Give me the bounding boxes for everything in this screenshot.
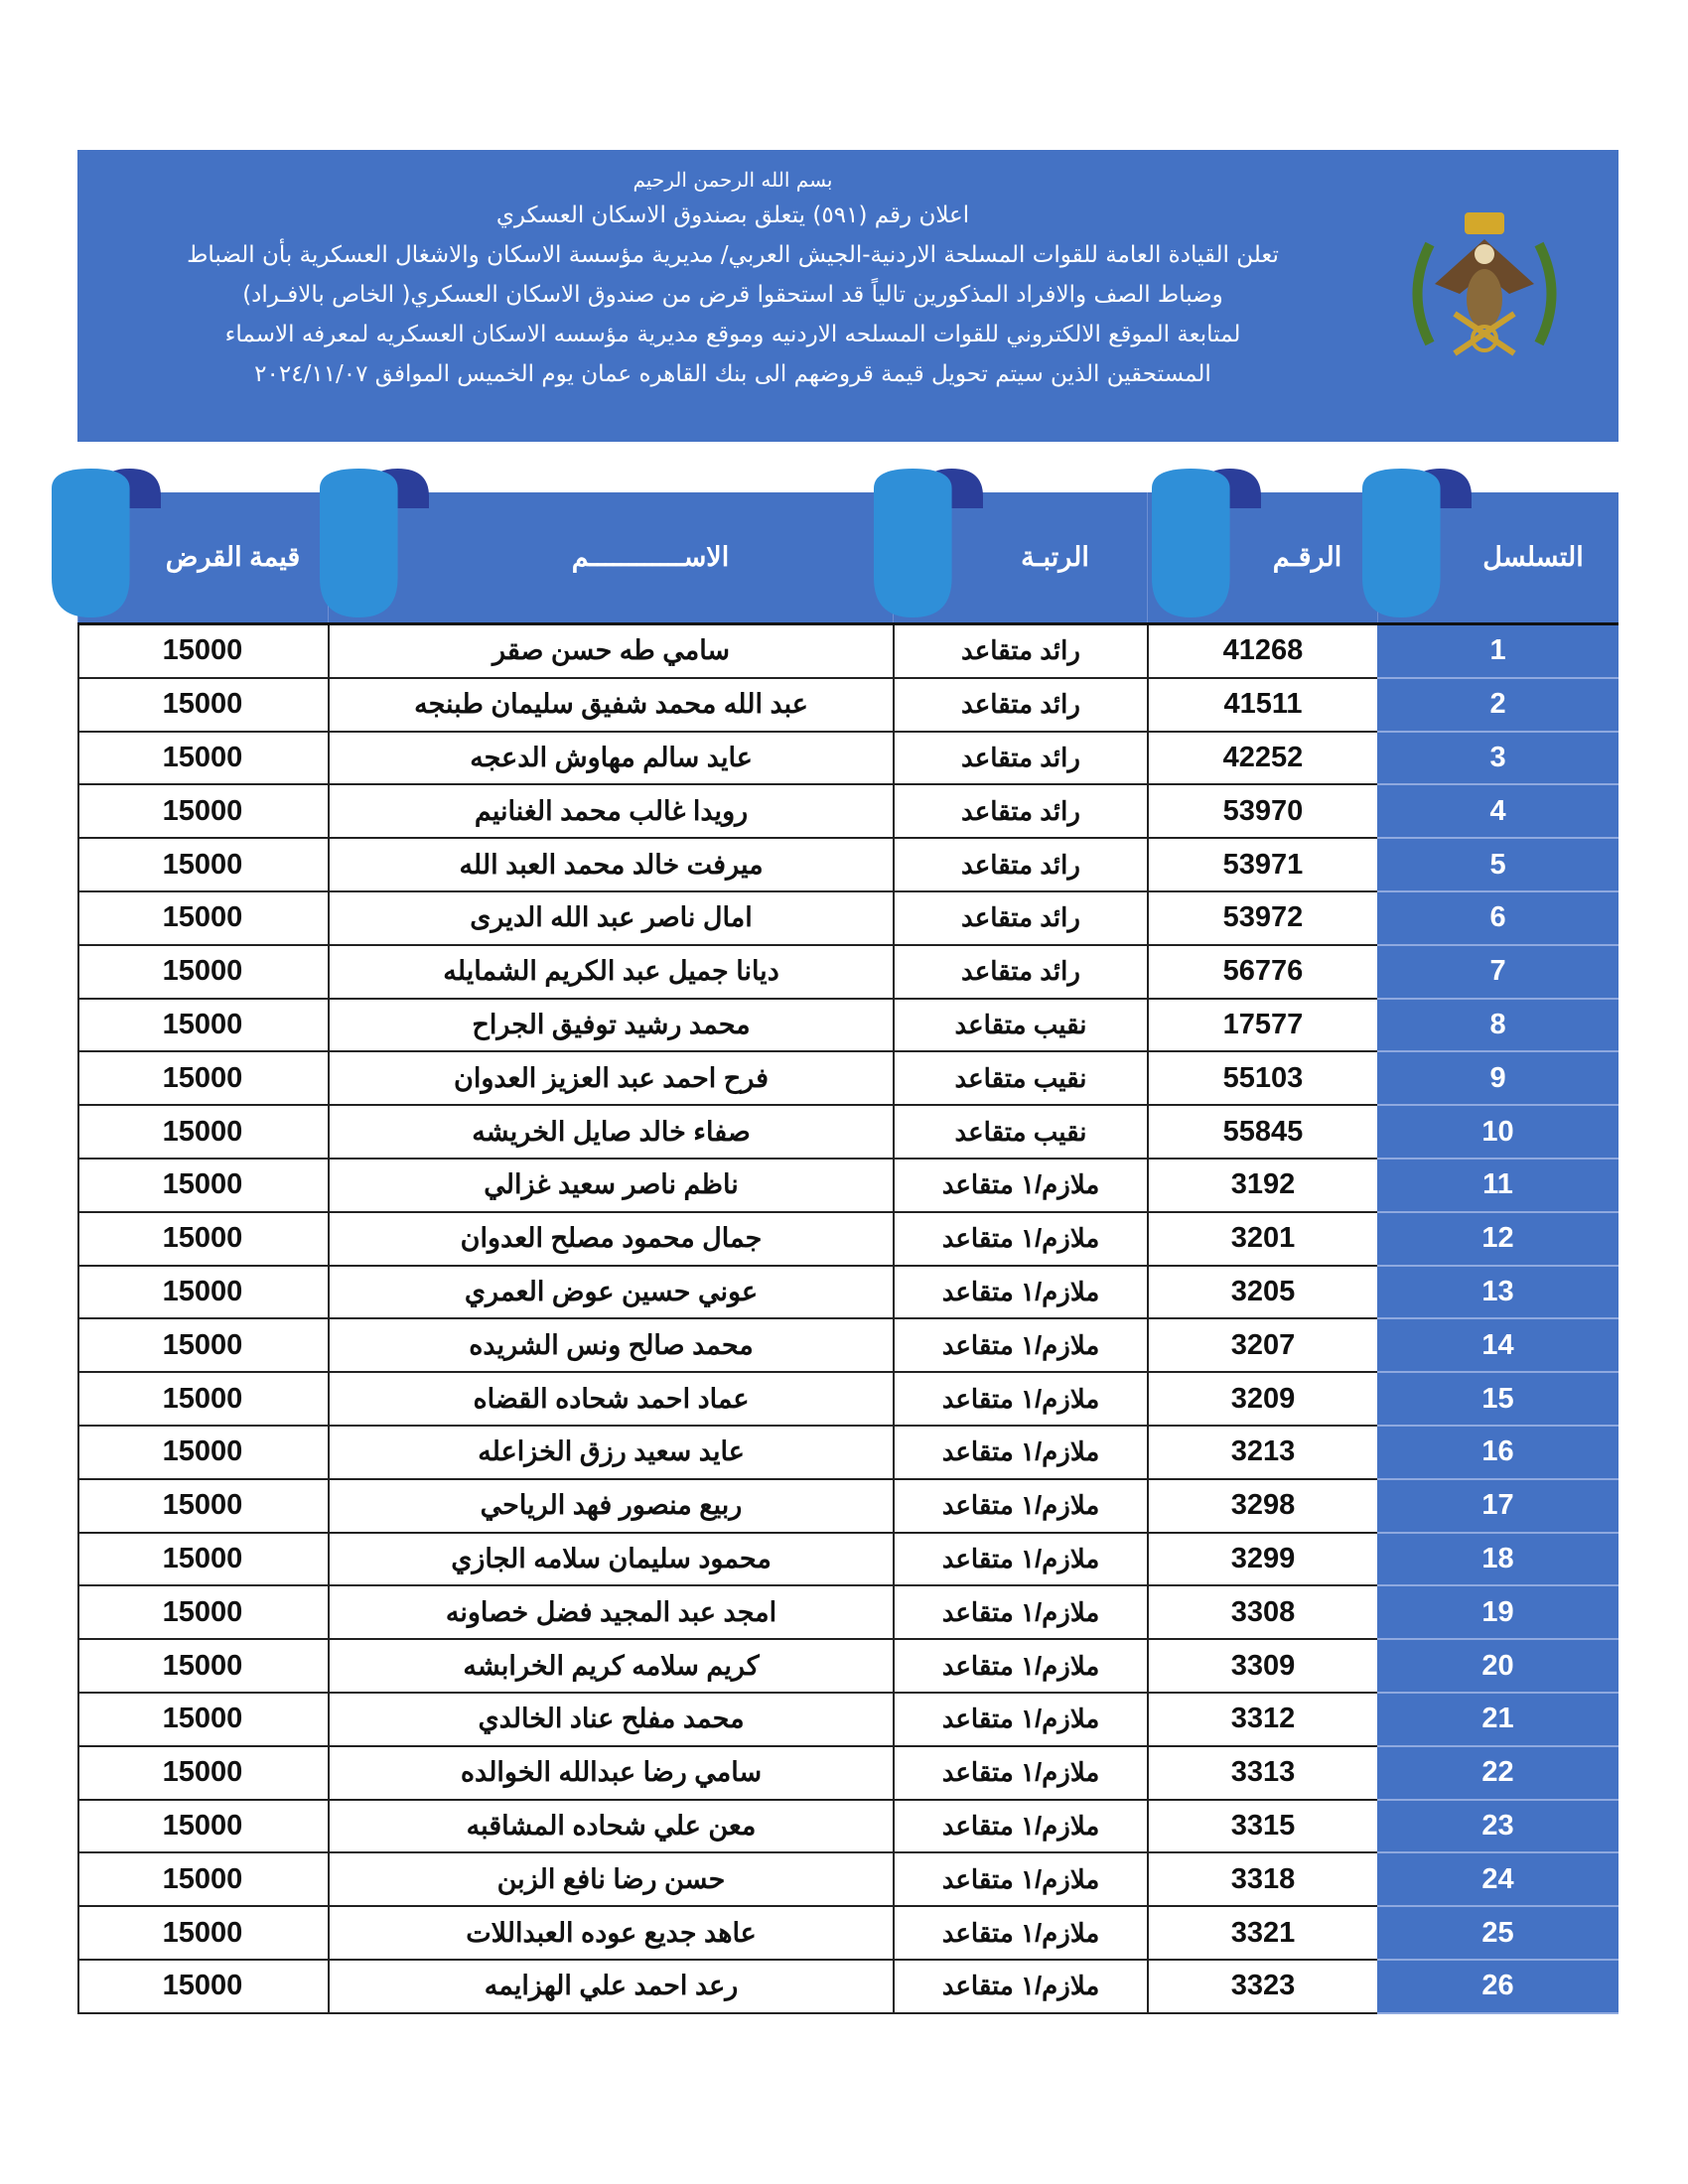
cell-name: محمد رشيد توفيق الجراح — [328, 1000, 893, 1051]
cell-name: محمد صالح ونس الشريده — [328, 1319, 893, 1371]
table-row — [79, 1427, 1618, 1480]
cell-name: جمال محمود مصلح العدوان — [328, 1213, 893, 1265]
cell-rank: ملازم/١ متقاعد — [893, 1267, 1147, 1318]
cell-number: 3213 — [1147, 1427, 1377, 1478]
cell-number: 41268 — [1147, 625, 1377, 677]
cell-name: ميرفت خالد محمد العبد الله — [328, 839, 893, 890]
cell-amount: 15000 — [162, 1115, 243, 1148]
cell-name: عايد سالم مهاوش الدعجه — [328, 733, 893, 784]
cell-amount: 15000 — [162, 1862, 243, 1895]
cell-number: 3313 — [1147, 1747, 1377, 1799]
ribbon-decoration — [1152, 469, 1261, 617]
cell-name: ناظم ناصر سعيد غزالي — [328, 1160, 893, 1211]
table-row — [79, 1160, 1618, 1213]
cell-amount: 15000 — [162, 1703, 243, 1735]
cell-number: 55845 — [1147, 1106, 1377, 1158]
cell-amount: 15000 — [162, 955, 243, 988]
cell-number: 3323 — [1147, 1961, 1377, 2012]
table-row — [79, 1373, 1618, 1427]
table-row — [79, 1640, 1618, 1694]
cell-name: حسن رضا نافع الزبن — [328, 1853, 893, 1905]
table-row — [79, 733, 1618, 786]
cell-serial: 26 — [1377, 1961, 1618, 2014]
cell-serial: 18 — [1377, 1534, 1618, 1587]
cell-serial: 9 — [1377, 1052, 1618, 1106]
cell-amount: 15000 — [162, 1168, 243, 1201]
cell-rank: ملازم/١ متقاعد — [893, 1747, 1147, 1799]
table-row — [79, 839, 1618, 892]
cell-rank: ملازم/١ متقاعد — [893, 1907, 1147, 1959]
cell-serial: 11 — [1377, 1160, 1618, 1213]
cell-rank: ملازم/١ متقاعد — [893, 1160, 1147, 1211]
table-body — [77, 622, 1618, 2014]
cell-amount: 15000 — [162, 1061, 243, 1094]
cell-number: 53972 — [1147, 892, 1377, 944]
cell-name: سامي رضا عبدالله الخوالده — [328, 1747, 893, 1799]
column-label: الاســــــــــــم — [571, 542, 730, 572]
cell-number: 3207 — [1147, 1319, 1377, 1371]
jordan-armed-forces-emblem-icon — [1400, 205, 1569, 373]
cell-serial: 24 — [1377, 1853, 1618, 1907]
cell-number: 3205 — [1147, 1267, 1377, 1318]
table-row — [79, 1213, 1618, 1267]
cell-name: رعد احمد علي الهزايمه — [328, 1961, 893, 2012]
cell-number: 53971 — [1147, 839, 1377, 890]
table-row — [79, 625, 1618, 679]
cell-serial: 23 — [1377, 1801, 1618, 1854]
cell-amount: 15000 — [162, 1328, 243, 1361]
cell-amount: 15000 — [162, 1970, 243, 2002]
cell-amount: 15000 — [162, 1008, 243, 1040]
cell-number: 3299 — [1147, 1534, 1377, 1585]
cell-serial: 14 — [1377, 1319, 1618, 1373]
table-row — [79, 892, 1618, 946]
table-row — [79, 1106, 1618, 1160]
cell-name: كريم سلامه كريم الخرابشه — [328, 1640, 893, 1692]
announcement-title: اعلان رقم (٥٩١) يتعلق بصندوق الاسكان العسكري — [495, 203, 970, 228]
cell-number: 3315 — [1147, 1801, 1377, 1852]
table-row — [79, 1052, 1618, 1106]
cell-serial: 3 — [1377, 733, 1618, 786]
cell-rank: رائد متقاعد — [893, 892, 1147, 944]
cell-number: 53970 — [1147, 785, 1377, 837]
table-row — [79, 1747, 1618, 1801]
announcement-line: تعلن القيادة العامة للقوات المسلحة الاردنية-الجيش العربي/ مديرية مؤسسة الاسكان والاشغال العسكرية بأن الضباط — [187, 242, 1279, 268]
table-row — [79, 946, 1618, 1000]
cell-amount: 15000 — [162, 1542, 243, 1574]
cell-rank: نقيب متقاعد — [893, 1052, 1147, 1104]
cell-number: 3309 — [1147, 1640, 1377, 1692]
cell-name: صفاء خالد صايل الخريشه — [328, 1106, 893, 1158]
cell-serial: 16 — [1377, 1427, 1618, 1480]
cell-rank: نقيب متقاعد — [893, 1106, 1147, 1158]
cell-name: امجد عبد المجيد فضل خصاونه — [328, 1586, 893, 1638]
cell-name: عوني حسين عوض العمري — [328, 1267, 893, 1318]
cell-amount: 15000 — [162, 901, 243, 934]
column-label: قيمة القرض — [165, 542, 301, 572]
cell-rank: ملازم/١ متقاعد — [893, 1213, 1147, 1265]
announcement-line: المستحقين الذين سيتم تحويل قيمة قروضهم الى بنك القاهره عمان يوم الخميس الموافق ٢٠٢٤/١١/٠٧ — [254, 361, 1211, 387]
cell-name: فرح احمد عبد العزيز العدوان — [328, 1052, 893, 1104]
cell-name: عايد سعيد رزق الخزاعله — [328, 1427, 893, 1478]
cell-name: ديانا جميل عبد الكريم الشمايله — [328, 946, 893, 998]
cell-number: 3209 — [1147, 1373, 1377, 1425]
cell-serial: 20 — [1377, 1640, 1618, 1694]
cell-name: عاهد جديع عوده العبداللات — [328, 1907, 893, 1959]
ribbon-decoration — [52, 469, 161, 617]
cell-name: معن علي شحاده المشاقبه — [328, 1801, 893, 1852]
cell-amount: 15000 — [162, 1275, 243, 1307]
cell-serial: 7 — [1377, 946, 1618, 1000]
cell-name: محمد مفلح عناد الخالدي — [328, 1694, 893, 1745]
cell-number: 3192 — [1147, 1160, 1377, 1211]
cell-rank: رائد متقاعد — [893, 785, 1147, 837]
cell-amount: 15000 — [162, 848, 243, 881]
cell-amount: 15000 — [162, 1222, 243, 1255]
cell-rank: ملازم/١ متقاعد — [893, 1373, 1147, 1425]
cell-amount: 15000 — [162, 1649, 243, 1682]
ribbon-decoration — [1362, 469, 1472, 617]
table-row — [79, 1480, 1618, 1534]
cell-amount: 15000 — [162, 741, 243, 773]
cell-rank: نقيب متقاعد — [893, 1000, 1147, 1051]
cell-serial: 17 — [1377, 1480, 1618, 1534]
cell-amount: 15000 — [162, 1916, 243, 1949]
cell-number: 41511 — [1147, 679, 1377, 731]
cell-rank: رائد متقاعد — [893, 946, 1147, 998]
cell-rank: ملازم/١ متقاعد — [893, 1319, 1147, 1371]
table-row — [79, 1000, 1618, 1053]
cell-serial: 10 — [1377, 1106, 1618, 1160]
cell-serial: 6 — [1377, 892, 1618, 946]
cell-name: محمود سليمان سلامه الجازي — [328, 1534, 893, 1585]
cell-serial: 5 — [1377, 839, 1618, 892]
cell-rank: رائد متقاعد — [893, 733, 1147, 784]
cell-number: 3321 — [1147, 1907, 1377, 1959]
cell-rank: ملازم/١ متقاعد — [893, 1640, 1147, 1692]
table-row — [79, 1907, 1618, 1961]
cell-number: 17577 — [1147, 1000, 1377, 1051]
cell-name: ربيع منصور فهد الرياحي — [328, 1480, 893, 1532]
cell-amount: 15000 — [162, 794, 243, 827]
column-label: الرقـم — [1272, 542, 1342, 572]
cell-rank: رائد متقاعد — [893, 679, 1147, 731]
cell-serial: 19 — [1377, 1586, 1618, 1640]
cell-serial: 15 — [1377, 1373, 1618, 1427]
loan-recipients-table — [77, 492, 1618, 2014]
table-row — [79, 679, 1618, 733]
announcement-line: لمتابعة الموقع الالكتروني للقوات المسلحه الاردنيه وموقع مديرية مؤسسه الاسكان العسكريه لمعرفه الاسماء — [224, 322, 1241, 347]
cell-amount: 15000 — [162, 634, 243, 667]
table-row — [79, 1319, 1618, 1373]
cell-serial: 25 — [1377, 1907, 1618, 1961]
cell-name: عماد احمد شحاده القضاه — [328, 1373, 893, 1425]
cell-number: 3312 — [1147, 1694, 1377, 1745]
cell-amount: 15000 — [162, 1382, 243, 1415]
cell-rank: ملازم/١ متقاعد — [893, 1694, 1147, 1745]
table-row — [79, 1694, 1618, 1747]
cell-serial: 13 — [1377, 1267, 1618, 1320]
cell-rank: ملازم/١ متقاعد — [893, 1586, 1147, 1638]
cell-name: عبد الله محمد شفيق سليمان طبنجه — [328, 679, 893, 731]
cell-serial: 1 — [1377, 625, 1618, 679]
column-label: الرتبـة — [1021, 542, 1089, 572]
cell-name: امال ناصر عبد الله الديرى — [328, 892, 893, 944]
cell-serial: 4 — [1377, 785, 1618, 839]
cell-rank: ملازم/١ متقاعد — [893, 1534, 1147, 1585]
table-row — [79, 1801, 1618, 1854]
announcement-header — [77, 150, 1618, 442]
cell-serial: 8 — [1377, 1000, 1618, 1053]
cell-number: 42252 — [1147, 733, 1377, 784]
cell-amount: 15000 — [162, 1435, 243, 1468]
table-row — [79, 1961, 1618, 2014]
cell-rank: ملازم/١ متقاعد — [893, 1853, 1147, 1905]
ribbon-decoration — [320, 469, 429, 617]
announcement-text — [117, 164, 1348, 394]
cell-serial: 21 — [1377, 1694, 1618, 1747]
cell-amount: 15000 — [162, 1756, 243, 1789]
cell-number: 56776 — [1147, 946, 1377, 998]
table-row — [79, 1534, 1618, 1587]
cell-rank: ملازم/١ متقاعد — [893, 1427, 1147, 1478]
cell-amount: 15000 — [162, 1595, 243, 1628]
cell-rank: ملازم/١ متقاعد — [893, 1480, 1147, 1532]
table-row — [79, 785, 1618, 839]
cell-serial: 22 — [1377, 1747, 1618, 1801]
cell-number: 3298 — [1147, 1480, 1377, 1532]
cell-number: 55103 — [1147, 1052, 1377, 1104]
table-row — [79, 1853, 1618, 1907]
table-row — [79, 1267, 1618, 1320]
cell-amount: 15000 — [162, 1809, 243, 1842]
cell-rank: رائد متقاعد — [893, 839, 1147, 890]
basmala: بسم الله الرحمن الرحيم — [633, 168, 833, 192]
cell-amount: 15000 — [162, 688, 243, 721]
cell-rank: رائد متقاعد — [893, 625, 1147, 677]
cell-number: 3318 — [1147, 1853, 1377, 1905]
cell-rank: ملازم/١ متقاعد — [893, 1801, 1147, 1852]
ribbon-decoration — [874, 469, 983, 617]
cell-rank: ملازم/١ متقاعد — [893, 1961, 1147, 2012]
cell-name: رويدا غالب محمد الغنانيم — [328, 785, 893, 837]
cell-name: سامي طه حسن صقر — [328, 625, 893, 677]
cell-serial: 12 — [1377, 1213, 1618, 1267]
cell-number: 3308 — [1147, 1586, 1377, 1638]
table-row — [79, 1586, 1618, 1640]
column-label: التسلسل — [1482, 542, 1584, 572]
cell-amount: 15000 — [162, 1489, 243, 1522]
cell-serial: 2 — [1377, 679, 1618, 733]
announcement-line: وضباط الصف والافراد المذكورين تالياً قد استحقوا قرض من صندوق الاسكان العسكري( الخاص بالافـراد) — [242, 282, 1223, 308]
cell-number: 3201 — [1147, 1213, 1377, 1265]
